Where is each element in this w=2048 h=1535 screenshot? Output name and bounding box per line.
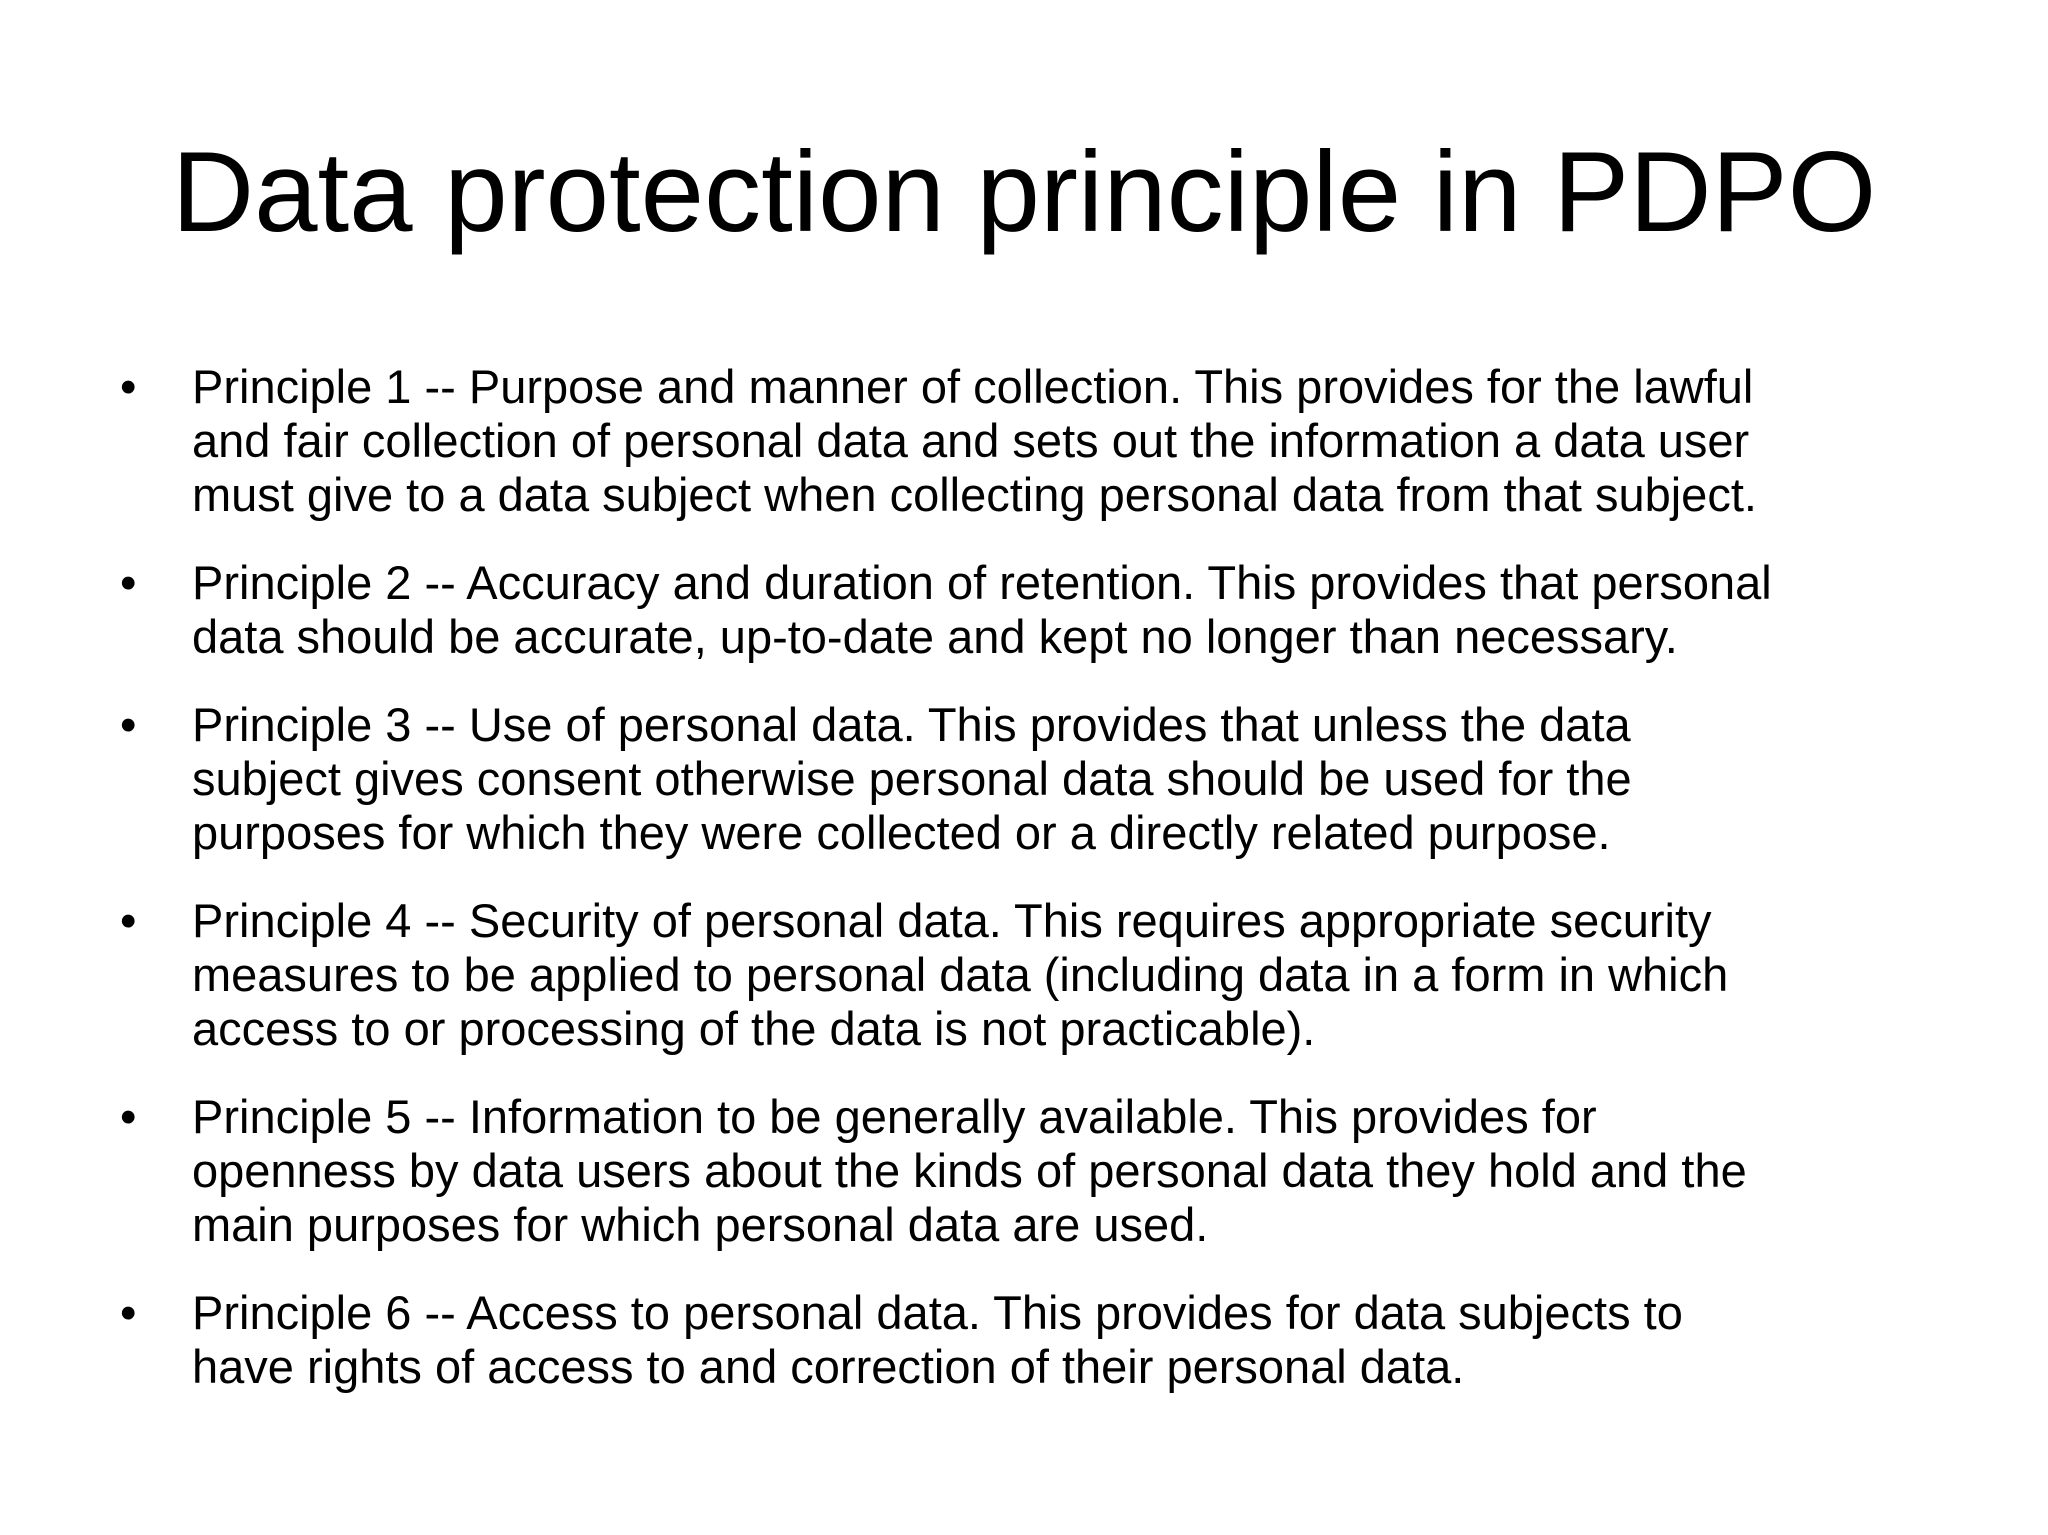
bullet-principle-2 (120, 556, 2000, 664)
bullet-icon: • (120, 698, 137, 751)
principles-list (120, 360, 2000, 1428)
bullet-line: measures to be applied to personal data (including data in a form in which (192, 948, 1729, 1001)
bullet-line: Principle 3 -- Use of personal data. This provides that unless the data (192, 698, 1631, 751)
slide-title: Data protection principle in PDPO (171, 129, 1877, 256)
bullet-line: must give to a data subject when collecting personal data from that subject. (192, 468, 1757, 521)
bullet-line: openness by data users about the kinds of personal data they hold and the (192, 1144, 1747, 1197)
bullet-line: purposes for which they were collected or a directly related purpose. (192, 806, 1611, 859)
bullet-line: data should be accurate, up-to-date and kept no longer than necessary. (192, 610, 1678, 663)
bullet-line: Principle 5 -- Information to be generally available. This provides for (192, 1090, 1597, 1143)
bullet-icon: • (120, 1090, 137, 1143)
bullet-line: have rights of access to and correction of their personal data. (192, 1340, 1465, 1393)
bullet-line: main purposes for which personal data are used. (192, 1198, 1209, 1251)
bullet-principle-1 (120, 360, 2000, 522)
bullet-line: Principle 6 -- Access to personal data. This provides for data subjects to (192, 1286, 1683, 1339)
bullet-line: subject gives consent otherwise personal data should be used for the (192, 752, 1632, 805)
bullet-line: Principle 2 -- Accuracy and duration of retention. This provides that personal (192, 556, 1772, 609)
bullet-icon: • (120, 360, 137, 413)
bullet-icon: • (120, 894, 137, 947)
bullet-line: Principle 1 -- Purpose and manner of collection. This provides for the lawful (192, 360, 1754, 413)
bullet-line: and fair collection of personal data and sets out the information a data user (192, 414, 1750, 467)
bullet-principle-4 (120, 894, 2000, 1056)
bullet-icon: • (120, 1286, 137, 1339)
bullet-icon: • (120, 556, 137, 609)
bullet-principle-5 (120, 1090, 2000, 1252)
bullet-line: access to or processing of the data is not practicable). (192, 1002, 1316, 1055)
bullet-line: Principle 4 -- Security of personal data. This requires appropriate security (192, 894, 1712, 947)
bullet-principle-3 (120, 698, 2000, 860)
bullet-principle-6 (120, 1286, 2000, 1394)
